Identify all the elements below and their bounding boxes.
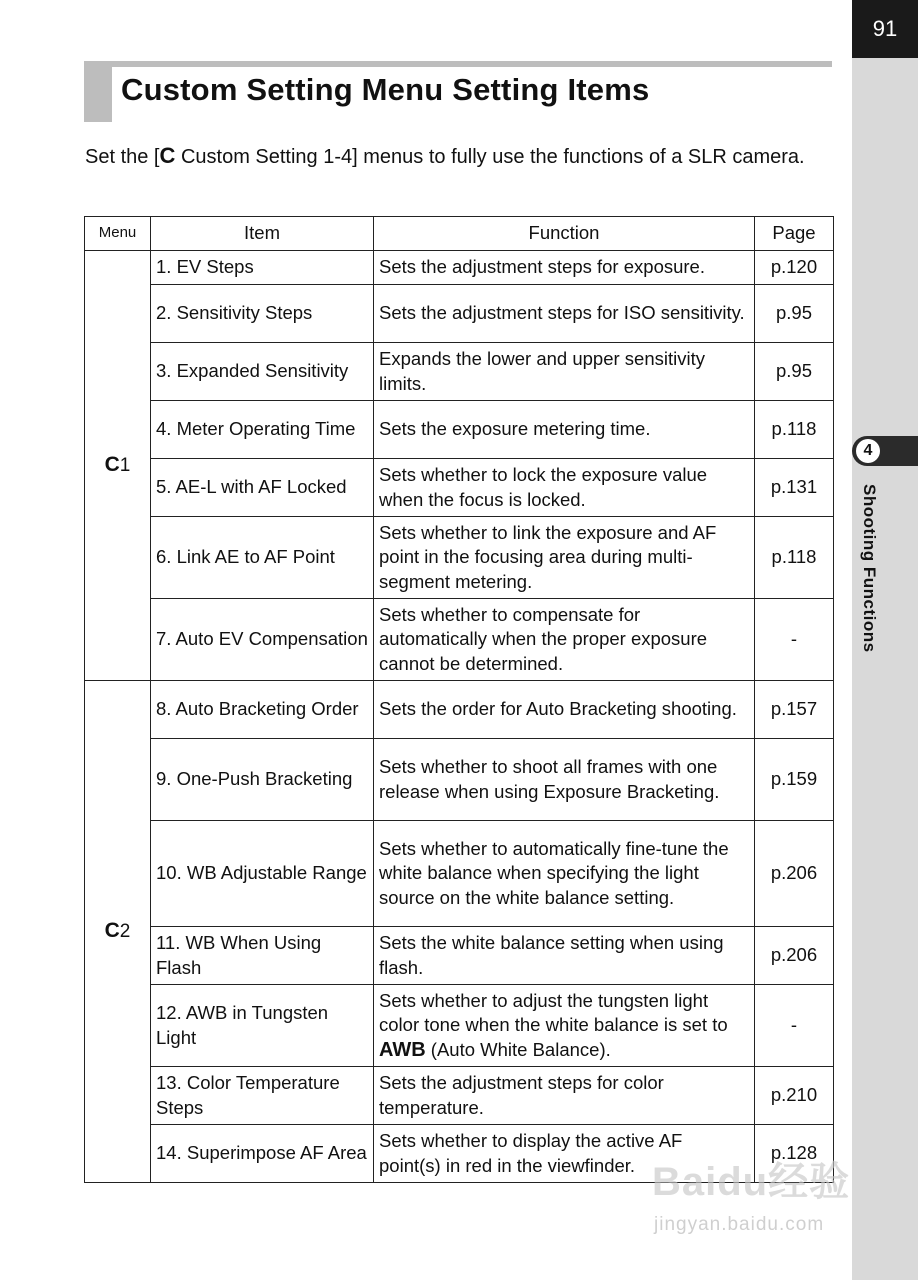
table-row: [85, 739, 834, 821]
item-cell: 13. Color Temperature Steps: [151, 1067, 374, 1125]
page-cell: p.128: [755, 1125, 834, 1183]
watermark-url: jingyan.baidu.com: [654, 1214, 825, 1235]
table-row: [85, 285, 834, 343]
header-menu: Menu: [85, 217, 151, 251]
c1-glyph: C: [104, 452, 120, 476]
intro-after: Custom Setting 1-4] menus to fully use the functions of a SLR camera.: [175, 146, 805, 168]
header-page: Page: [755, 217, 834, 251]
function-cell: Sets the order for Auto Bracketing shooting.: [374, 681, 755, 739]
table-row: [85, 821, 834, 927]
item-cell: 11. WB When Using Flash: [151, 927, 374, 985]
function-cell: Sets the white balance setting when using flash.: [374, 927, 755, 985]
function-cell: Sets the adjustment steps for exposure.: [374, 251, 755, 285]
intro-paragraph: [85, 141, 835, 172]
table-row: [85, 251, 834, 285]
page-cell: p.95: [755, 285, 834, 343]
item-cell: 5. AE-L with AF Locked: [151, 459, 374, 517]
table-row: [85, 681, 834, 739]
page-number: 91: [852, 0, 918, 58]
item-cell: 1. EV Steps: [151, 251, 374, 285]
function-cell: Expands the lower and upper sensitivity limits.: [374, 343, 755, 401]
function-cell: Sets whether to display the active AF point(s) in red in the viewfinder.: [374, 1125, 755, 1183]
function-cell: [374, 985, 755, 1067]
table-row: [85, 343, 834, 401]
table-row: [85, 1067, 834, 1125]
header-function: Function: [374, 217, 755, 251]
header-item: Item: [151, 217, 374, 251]
page-cell: p.159: [755, 739, 834, 821]
function-cell: Sets whether to lock the exposure value when the focus is locked.: [374, 459, 755, 517]
custom-setting-c-icon: C: [159, 143, 176, 168]
page-cell: p.118: [755, 401, 834, 459]
watermark-logo: Baidu经验: [652, 1160, 851, 1204]
item-cell: 10. WB Adjustable Range: [151, 821, 374, 927]
function-cell: Sets whether to shoot all frames with one release when using Exposure Bracketing.: [374, 739, 755, 821]
item-cell: 12. AWB in Tungsten Light: [151, 985, 374, 1067]
item-cell: 3. Expanded Sensitivity: [151, 343, 374, 401]
intro-before: Set the [: [85, 146, 160, 168]
page-cell: p.206: [755, 927, 834, 985]
function-cell: Sets the exposure metering time.: [374, 401, 755, 459]
page-cell: p.157: [755, 681, 834, 739]
function-text: (Auto White Balance).: [425, 1038, 611, 1060]
c2-glyph: C: [104, 918, 120, 942]
function-text: Sets whether to adjust the tungsten light color tone when the white balance is set to: [379, 989, 728, 1036]
page-cell: p.118: [755, 517, 834, 599]
function-cell: Sets the adjustment steps for ISO sensitivity.: [374, 285, 755, 343]
page-cell: p.120: [755, 251, 834, 285]
page-cell: p.210: [755, 1067, 834, 1125]
chapter-title: Shooting Functions: [860, 484, 879, 653]
table-row: [85, 927, 834, 985]
custom-setting-table: [84, 216, 834, 1183]
c2-number: 2: [119, 920, 131, 942]
item-cell: 7. Auto EV Compensation: [151, 599, 374, 681]
page-cell: -: [755, 599, 834, 681]
chapter-number: 4: [856, 439, 880, 463]
page-title: Custom Setting Menu Setting Items: [121, 72, 650, 107]
function-cell: Sets whether to link the exposure and AF point in the focusing area during multi-segment metering.: [374, 517, 755, 599]
function-cell: Sets whether to compensate for automatically when the proper exposure cannot be determined.: [374, 599, 755, 681]
page-cell: p.131: [755, 459, 834, 517]
table-row: [85, 401, 834, 459]
page-cell: p.206: [755, 821, 834, 927]
page-cell: -: [755, 985, 834, 1067]
title-marker: [84, 61, 112, 122]
item-cell: 14. Superimpose AF Area: [151, 1125, 374, 1183]
menu-group-c1: [85, 251, 151, 681]
c1-number: 1: [119, 454, 131, 476]
item-cell: 9. One-Push Bracketing: [151, 739, 374, 821]
awb-icon: AWB: [379, 1038, 426, 1061]
function-cell: Sets the adjustment steps for color temperature.: [374, 1067, 755, 1125]
table-header-row: [85, 217, 834, 251]
item-cell: 6. Link AE to AF Point: [151, 517, 374, 599]
title-rule: [84, 61, 832, 67]
function-cell: Sets whether to automatically fine-tune the white balance when specifying the light source on the white balance setting.: [374, 821, 755, 927]
table-row: [85, 517, 834, 599]
item-cell: 2. Sensitivity Steps: [151, 285, 374, 343]
menu-group-c2: [85, 681, 151, 1183]
table-row: [85, 599, 834, 681]
item-cell: 4. Meter Operating Time: [151, 401, 374, 459]
table-row: [85, 985, 834, 1067]
item-cell: 8. Auto Bracketing Order: [151, 681, 374, 739]
table-row: [85, 459, 834, 517]
page-cell: p.95: [755, 343, 834, 401]
